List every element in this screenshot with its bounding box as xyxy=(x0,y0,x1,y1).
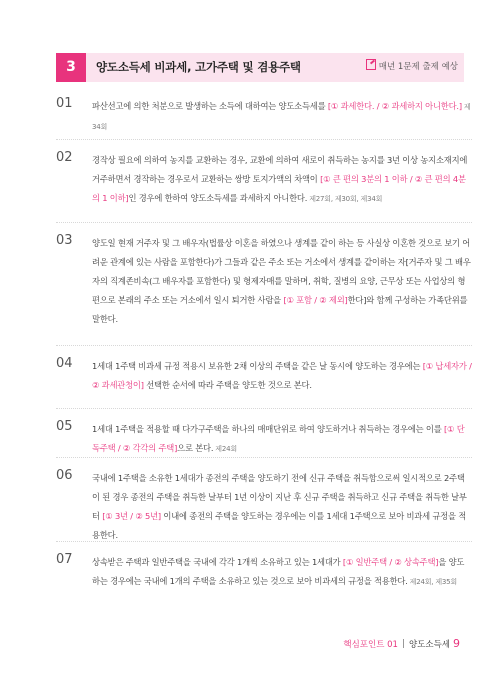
question-number: 04 xyxy=(56,356,73,371)
exam-reference: 제27회, 제30회, 제34회 xyxy=(309,195,383,203)
answer-choice: [① 포함 / ② 제외] xyxy=(283,295,348,305)
question-text: 1세대 1주택을 적용할 때 다가구주택을 하나의 매매단위로 하여 양도하거나 취득하는 경우에는 이를 [① 단독주택 / ② 각각의 주택]으로 본다. 제24회 xyxy=(92,424,465,453)
section-header xyxy=(56,53,464,82)
question-text: 파산선고에 의한 처분으로 발생하는 소득에 대하여는 양도소득세를 [① 과세한다. / ② 과세하지 아니한다.] 제34회 xyxy=(92,101,471,131)
page-number: 9 xyxy=(453,637,460,650)
question-number: 02 xyxy=(56,150,73,165)
page-footer xyxy=(343,637,460,650)
frequency-text: 매년 1문제 출제 예상 xyxy=(378,62,458,72)
divider xyxy=(56,408,472,409)
question-number: 05 xyxy=(56,419,73,434)
answer-choice: [① 과세한다. / ② 과세하지 아니한다.] xyxy=(327,101,462,111)
section-number-badge: 3 xyxy=(56,53,86,82)
answer-choice: [① 단독주택 / ② 각각의 주택] xyxy=(92,424,465,453)
answer-choice: [① 납세자가 / ② 과세관청이] xyxy=(92,361,472,390)
divider xyxy=(56,457,472,458)
core-point-label: 핵심포인트 01 xyxy=(343,640,398,650)
exam-reference: 제24회 xyxy=(215,445,237,453)
pencil-note-icon xyxy=(366,59,376,70)
answer-choice: [① 큰 편의 3분의 1 이하 / ② 큰 편의 4분의 1 이하] xyxy=(92,174,466,203)
question-number: 07 xyxy=(56,552,73,567)
exam-reference: 제24회, 제35회 xyxy=(409,578,457,586)
divider xyxy=(56,139,472,140)
question-number: 03 xyxy=(56,233,73,248)
question-number: 01 xyxy=(56,96,73,111)
question-text: 상속받은 주택과 일반주택을 국내에 각각 1개씩 소유하고 있는 1세대가 [① 일반주택 / ② 상속주택]을 양도하는 경우에는 국내에 1개의 주택을 소유하고 있는 것으로 보아 비과세의 규정을 적용한다. 제24회, 제35회 xyxy=(92,557,465,586)
question-text: 1세대 1주택 비과세 규정 적용시 보유한 2채 이상의 주택을 같은 날 동시에 양도하는 경우에는 [① 납세자가 / ② 과세관청이] 선택한 순서에 따라 주택을 양도한 것으로 본다. xyxy=(92,361,472,390)
chapter-label: 양도소득세 xyxy=(408,640,450,650)
footer-divider xyxy=(403,639,404,648)
question-text: 양도일 현재 거주자 및 그 배우자(법률상 이혼을 하였으나 생계를 같이 하는 등 사실상 이혼한 것으로 보기 어려운 관계에 있는 사람을 포함한다)가 그들과 같은 주소 또는 거소에서 생계를 같이하는 자[거주자 및 그 배우자의 직계존비속(그 배우자를 포함한다) 및 형제자매를 말하며, 취학, 질병의 요양, 근무상 또는 사업상의 형편으로 본래의 주소 또는 거소에서 일시 퇴거한 사람을 [① 포함 / ② 제외]한다]와 함께 구성하는 가족단위를 말한다. xyxy=(92,238,471,324)
exam-frequency-note xyxy=(366,53,458,82)
divider xyxy=(56,541,472,542)
answer-choice: [① 일반주택 / ② 상속주택] xyxy=(342,557,439,567)
divider xyxy=(56,345,472,346)
section-title: 양도소득세 비과세, 고가주택 및 겸용주택 xyxy=(96,60,301,74)
exam-reference: 제34회 xyxy=(92,103,471,131)
answer-choice: [① 3년 / ② 5년] xyxy=(102,511,161,521)
question-text: 경작상 필요에 의하여 농지를 교환하는 경우, 교환에 의하여 새로이 취득하는 농지를 3년 이상 농지소재지에 거주하면서 경작하는 경우로서 교환하는 쌍방 토지가액의 차액이 [① 큰 편의 3분의 1 이하 / ② 큰 편의 4분의 1 이하]인 경우에 한하여 양도소득세를 과세하지 아니한다. 제27회, 제30회, 제34회 xyxy=(92,155,468,203)
divider xyxy=(56,222,472,223)
question-number: 06 xyxy=(56,468,73,483)
question-text: 국내에 1주택을 소유한 1세대가 종전의 주택을 양도하기 전에 신규 주택을 취득함으로써 일시적으로 2주택이 된 경우 종전의 주택을 취득한 날부터 1년 이상이 지난 후 신규 주택을 취득하고 신규 주택을 취득한 날부터 [① 3년 / ② 5년] 이내에 종전의 주택을 양도하는 경우에는 이를 1세대 1주택으로 보아 비과세 규정을 적용한다. xyxy=(92,473,467,540)
